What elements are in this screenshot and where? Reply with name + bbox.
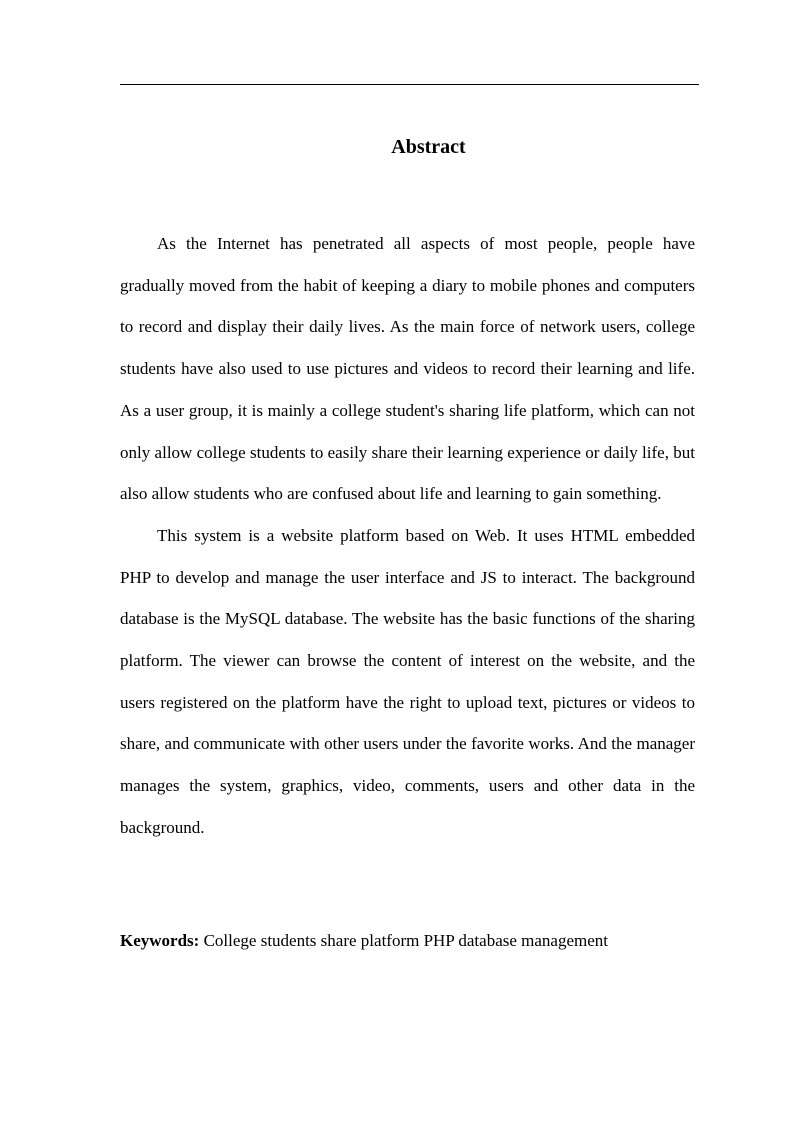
- page-title: Abstract: [391, 136, 466, 158]
- header-rule: [120, 84, 699, 85]
- abstract-paragraph-2: This system is a website platform based on Web. It uses HTML embedded PHP to develop and manage the user interface and JS to interact. The background database is the MySQL database. The website has the basic functions of the sharing platform. The viewer can browse the content of interest on the website, and the users registered on the platform have the right to upload text, pictures or videos to share, and communicate with other users under the favorite works. And the manager manages the system, graphics, video, comments, users and other data in the background.: [120, 525, 695, 837]
- abstract-paragraph-1: As the Internet has penetrated all aspects of most people, people have gradually moved from the habit of keeping a diary to mobile phones and computers to record and display their daily lives. As the main force of network users, college students have also used to use pictures and videos to record their learning and life. As a user group, it is mainly a college student's sharing life platform, which can not only allow college students to easily share their learning experience or daily life, but also allow students who are confused about life and learning to gain something.: [120, 234, 695, 504]
- abstract-body: [120, 223, 695, 849]
- keywords-line: [120, 927, 700, 955]
- keywords-text: College students share platform PHP database management: [203, 931, 609, 950]
- keywords-label: Keywords:: [120, 931, 200, 950]
